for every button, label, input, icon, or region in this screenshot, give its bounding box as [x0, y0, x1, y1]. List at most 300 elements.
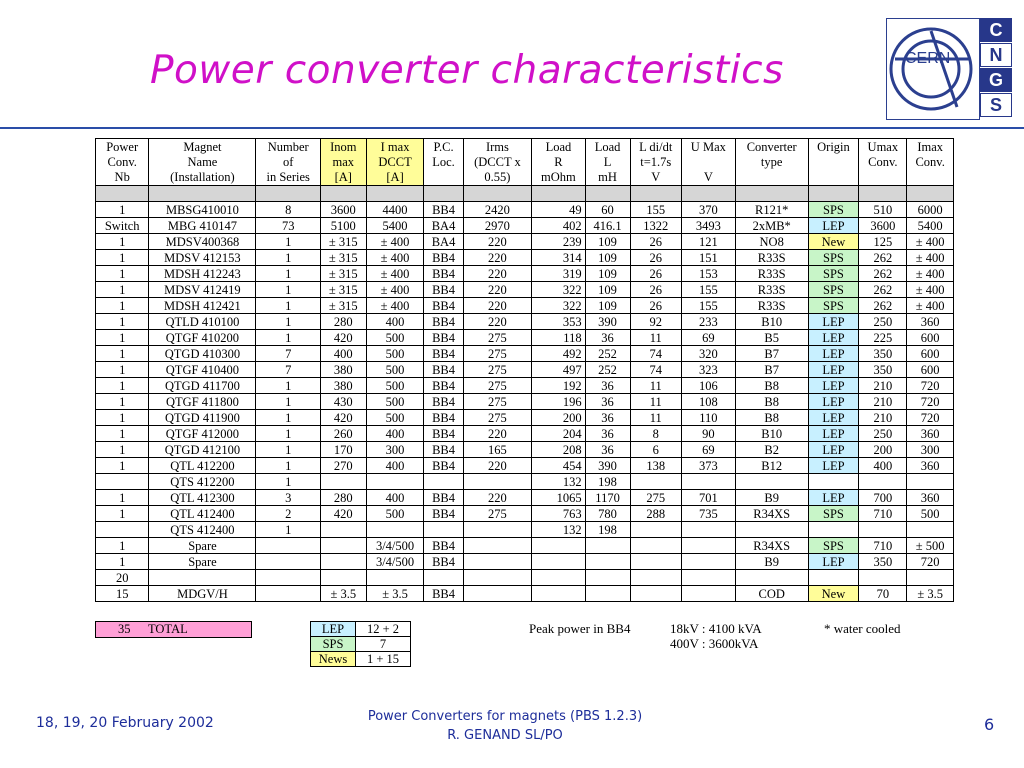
table-cell: 8 [256, 202, 320, 218]
table-cell: MBG 410147 [149, 218, 256, 234]
table-row [96, 506, 954, 522]
table-cell: 1 [96, 282, 149, 298]
table-row [96, 346, 954, 362]
table-cell: 275 [630, 490, 681, 506]
table-cell [859, 474, 907, 490]
table-cell [320, 570, 366, 586]
table-cell [256, 554, 320, 570]
header-line: Converter [746, 140, 797, 154]
table-cell: 262 [859, 266, 907, 282]
total-box [95, 621, 252, 638]
header-line: U Max [690, 140, 726, 154]
header-line: Loc. [432, 155, 455, 169]
table-cell: 360 [907, 490, 954, 506]
table-cell: 400 [366, 426, 424, 442]
table-cell: 262 [859, 250, 907, 266]
table-row [96, 586, 954, 602]
header-line [910, 170, 950, 185]
table-cell: 220 [463, 490, 532, 506]
separator-cell [532, 186, 585, 202]
table-cell: 314 [532, 250, 585, 266]
table-cell: R33S [735, 266, 808, 282]
header-line: V [703, 170, 713, 184]
table-cell: 11 [630, 410, 681, 426]
table-cell: LEP [808, 554, 859, 570]
table-cell: 492 [532, 346, 585, 362]
table-cell [859, 570, 907, 586]
table-cell: 26 [630, 250, 681, 266]
table-cell: 360 [907, 314, 954, 330]
table-row [96, 570, 954, 586]
table-cell: 3600 [320, 202, 366, 218]
table-cell [681, 522, 735, 538]
table-cell [681, 554, 735, 570]
table-cell: 250 [859, 314, 907, 330]
table-cell: 3600 [859, 218, 907, 234]
peak-power-label: Peak power in BB4 [529, 621, 631, 636]
table-cell: 510 [859, 202, 907, 218]
table-cell: R33S [735, 282, 808, 298]
table-cell: QTGF 410400 [149, 362, 256, 378]
table-cell: 288 [630, 506, 681, 522]
table-cell: ± 400 [366, 282, 424, 298]
table-cell: 1 [256, 378, 320, 394]
table-cell: 1 [96, 378, 149, 394]
table-cell: 125 [859, 234, 907, 250]
table-cell: BB4 [424, 250, 463, 266]
table-cell [366, 522, 424, 538]
table-cell: ± 400 [366, 234, 424, 250]
table-cell: B5 [735, 330, 808, 346]
table-cell: 780 [585, 506, 630, 522]
table-cell: 701 [681, 490, 735, 506]
table-cell: BB4 [424, 538, 463, 554]
table-cell: 322 [532, 298, 585, 314]
table-cell: 262 [859, 298, 907, 314]
table-cell: Spare [149, 554, 256, 570]
table-cell: 1 [256, 266, 320, 282]
table-cell: 390 [585, 458, 630, 474]
table-cell: 74 [630, 346, 681, 362]
table-cell: BB4 [424, 378, 463, 394]
peak-power-18kv: 18kV : 4100 kVA [670, 621, 762, 636]
table-cell [366, 474, 424, 490]
table-cell: 220 [463, 282, 532, 298]
table-row [96, 522, 954, 538]
header-line [812, 155, 856, 170]
header-line [685, 155, 732, 170]
table-cell: QTLD 410100 [149, 314, 256, 330]
table-cell: B7 [735, 346, 808, 362]
table-cell [463, 570, 532, 586]
table-cell: 1 [256, 298, 320, 314]
header-line: Imax [917, 140, 944, 154]
table-cell: 69 [681, 330, 735, 346]
table-cell: 700 [859, 490, 907, 506]
legend-row [311, 637, 411, 652]
table-cell: 90 [681, 426, 735, 442]
table-cell: MDSV 412419 [149, 282, 256, 298]
cngs-letters [980, 18, 1012, 118]
table-cell: 275 [463, 394, 532, 410]
table-row [96, 474, 954, 490]
table-cell [256, 586, 320, 602]
legend-key: LEP [311, 622, 356, 637]
table-cell [256, 538, 320, 554]
table-cell: ± 400 [907, 234, 954, 250]
table-cell: ± 315 [320, 266, 366, 282]
svg-text:CERN: CERN [905, 50, 951, 67]
table-cell: BB4 [424, 394, 463, 410]
header-line: DCCT [378, 155, 412, 169]
table-cell: 132 [532, 474, 585, 490]
table-cell: 1 [256, 394, 320, 410]
slide-title: Power converter characteristics [150, 48, 784, 93]
table-cell: R34XS [735, 506, 808, 522]
separator-cell [96, 186, 149, 202]
table-cell [320, 522, 366, 538]
table-cell: 20 [96, 570, 149, 586]
table-cell: 454 [532, 458, 585, 474]
column-header [96, 139, 149, 186]
table-cell [149, 570, 256, 586]
table-cell: LEP [808, 442, 859, 458]
table-cell: MDSV400368 [149, 234, 256, 250]
table-cell: 400 [320, 346, 366, 362]
table-cell: 210 [859, 410, 907, 426]
table-cell: 1 [96, 554, 149, 570]
table-cell: ± 3.5 [320, 586, 366, 602]
separator-cell [256, 186, 320, 202]
table-cell: 198 [585, 474, 630, 490]
table-cell [320, 554, 366, 570]
table-cell: BB4 [424, 346, 463, 362]
separator-cell [630, 186, 681, 202]
header-line: P.C. [433, 140, 454, 154]
table-cell: R34XS [735, 538, 808, 554]
logo-letter: C [980, 18, 1012, 42]
header-line: Power [106, 140, 139, 154]
column-header [630, 139, 681, 186]
table-cell: 36 [585, 426, 630, 442]
table-cell: BB4 [424, 458, 463, 474]
table-cell: 1065 [532, 490, 585, 506]
table-cell: R121* [735, 202, 808, 218]
table-cell: 155 [681, 282, 735, 298]
table-cell: 353 [532, 314, 585, 330]
table-cell: 600 [907, 346, 954, 362]
table-row [96, 378, 954, 394]
table-cell: 170 [320, 442, 366, 458]
table-cell: ± 315 [320, 250, 366, 266]
table-cell: 350 [859, 554, 907, 570]
table-cell: 710 [859, 506, 907, 522]
table-cell: 151 [681, 250, 735, 266]
table-cell: 1 [256, 330, 320, 346]
table-cell: 192 [532, 378, 585, 394]
header-line: mOhm [541, 170, 576, 184]
column-header [463, 139, 532, 186]
table-cell: 1 [256, 250, 320, 266]
table-cell: 1170 [585, 490, 630, 506]
table-cell: 2xMB* [735, 218, 808, 234]
table-cell: 73 [256, 218, 320, 234]
column-header [532, 139, 585, 186]
table-cell: 92 [630, 314, 681, 330]
table-cell: B8 [735, 378, 808, 394]
table-cell: 204 [532, 426, 585, 442]
table-cell: 3/4/500 [366, 538, 424, 554]
header-line: (Installation) [170, 170, 235, 184]
table-cell: LEP [808, 394, 859, 410]
table-cell: LEP [808, 378, 859, 394]
table-row [96, 234, 954, 250]
table-cell: 155 [630, 202, 681, 218]
table-cell: B10 [735, 314, 808, 330]
table-cell: 710 [859, 538, 907, 554]
table-cell [681, 474, 735, 490]
table-cell: 239 [532, 234, 585, 250]
table-cell: 270 [320, 458, 366, 474]
table-cell: 109 [585, 282, 630, 298]
table-cell: SPS [808, 202, 859, 218]
table-cell: 36 [585, 410, 630, 426]
table-cell: 500 [366, 378, 424, 394]
table-cell: 5100 [320, 218, 366, 234]
table-cell [424, 474, 463, 490]
table-cell: QTGD 410300 [149, 346, 256, 362]
table-row [96, 330, 954, 346]
header-line: Magnet [183, 140, 222, 154]
table-cell: 1 [96, 362, 149, 378]
table-cell: 60 [585, 202, 630, 218]
table-cell [463, 538, 532, 554]
header-line: t=1.7s [640, 155, 672, 169]
logo-letter: N [980, 43, 1012, 67]
table-cell [96, 522, 149, 538]
table-cell: 15 [96, 586, 149, 602]
table-cell [735, 474, 808, 490]
table-cell: 500 [366, 506, 424, 522]
table-cell: Switch [96, 218, 149, 234]
table-cell: ± 315 [320, 298, 366, 314]
table-cell: 400 [366, 490, 424, 506]
table-cell: MBSG410010 [149, 202, 256, 218]
table-cell: 1 [256, 426, 320, 442]
table-cell: 323 [681, 362, 735, 378]
table-cell [585, 554, 630, 570]
table-cell: MDSV 412153 [149, 250, 256, 266]
table-cell: 275 [463, 346, 532, 362]
table-cell [630, 570, 681, 586]
table-cell: ± 400 [907, 250, 954, 266]
header-line: mH [598, 170, 617, 184]
table-cell: 1 [96, 330, 149, 346]
table-cell: LEP [808, 426, 859, 442]
table-cell: 5400 [366, 218, 424, 234]
table-cell: 7 [256, 362, 320, 378]
table-cell: 36 [585, 394, 630, 410]
table-cell: 109 [585, 234, 630, 250]
table-cell [630, 474, 681, 490]
table-row [96, 282, 954, 298]
table-cell: BB4 [424, 442, 463, 458]
legend-key: News [311, 652, 356, 667]
table-cell: 260 [320, 426, 366, 442]
table-cell: 275 [463, 410, 532, 426]
table-row [96, 426, 954, 442]
table-cell: ± 400 [907, 266, 954, 282]
table-cell: 262 [859, 282, 907, 298]
table-cell: LEP [808, 330, 859, 346]
table-cell: 1 [96, 410, 149, 426]
table-cell: New [808, 586, 859, 602]
table-cell: 300 [366, 442, 424, 458]
table-cell: 118 [532, 330, 585, 346]
table-cell: 220 [463, 314, 532, 330]
table-cell: SPS [808, 250, 859, 266]
table-cell: B9 [735, 554, 808, 570]
table-cell: 322 [532, 282, 585, 298]
table-row [96, 490, 954, 506]
table-cell: 252 [585, 346, 630, 362]
table-row [96, 202, 954, 218]
legend-value: 12 + 2 [356, 622, 411, 637]
table-cell: 500 [366, 394, 424, 410]
table-row [96, 538, 954, 554]
table-cell: 153 [681, 266, 735, 282]
table-cell: 26 [630, 298, 681, 314]
table-row [96, 218, 954, 234]
table-cell: 370 [681, 202, 735, 218]
table-cell: 165 [463, 442, 532, 458]
table-cell [585, 538, 630, 554]
column-header [681, 139, 735, 186]
header-line: Conv. [868, 155, 898, 169]
table-cell: ± 400 [907, 282, 954, 298]
cern-logo-icon [886, 18, 980, 120]
table-cell: 250 [859, 426, 907, 442]
table-row [96, 250, 954, 266]
table-cell: QTGF 411800 [149, 394, 256, 410]
table-cell: LEP [808, 362, 859, 378]
column-header [808, 139, 859, 186]
table-cell: 373 [681, 458, 735, 474]
table-cell: BB4 [424, 266, 463, 282]
title-divider [0, 127, 1024, 129]
table-cell: B2 [735, 442, 808, 458]
table-cell: QTL 412400 [149, 506, 256, 522]
table-row [96, 554, 954, 570]
page-number: 6 [984, 715, 995, 734]
table-cell: B8 [735, 394, 808, 410]
table-cell: ± 500 [907, 538, 954, 554]
table-cell: BB4 [424, 298, 463, 314]
table-cell: QTGF 412000 [149, 426, 256, 442]
header-line: Conv. [915, 155, 945, 169]
header-line: Umax [867, 140, 899, 154]
separator-cell [808, 186, 859, 202]
table-cell: 70 [859, 586, 907, 602]
table-cell: 198 [585, 522, 630, 538]
table-cell: 1 [256, 410, 320, 426]
table-cell: 416.1 [585, 218, 630, 234]
table-cell [424, 522, 463, 538]
table-cell: 380 [320, 378, 366, 394]
table-cell: 1 [96, 234, 149, 250]
header-line: L di/dt [639, 140, 673, 154]
water-cooled-note: * water cooled [824, 621, 901, 636]
separator-cell [366, 186, 424, 202]
table-cell: BB4 [424, 554, 463, 570]
header-line: I max [380, 140, 410, 154]
table-cell: COD [735, 586, 808, 602]
table-cell: 210 [859, 394, 907, 410]
header-line: Inom [330, 140, 357, 154]
table-cell: ± 315 [320, 234, 366, 250]
table-cell: 233 [681, 314, 735, 330]
table-cell: 1 [96, 202, 149, 218]
origin-legend [310, 621, 411, 667]
legend-row [311, 652, 411, 667]
table-cell: B8 [735, 410, 808, 426]
separator-cell [859, 186, 907, 202]
table-cell: 350 [859, 362, 907, 378]
table-cell: 220 [463, 250, 532, 266]
header-line [427, 170, 459, 185]
table-cell: 400 [366, 314, 424, 330]
peak-power-400v: 400V : 3600kVA [670, 636, 759, 651]
table-cell: 109 [585, 298, 630, 314]
footer-author: R. GENAND SL/PO [447, 728, 563, 743]
table-cell: 36 [585, 378, 630, 394]
table-cell: 400 [366, 458, 424, 474]
table-cell: B12 [735, 458, 808, 474]
table-cell: LEP [808, 346, 859, 362]
table-cell: 252 [585, 362, 630, 378]
table-cell [256, 570, 320, 586]
table-cell: MDSH 412243 [149, 266, 256, 282]
table-cell: QTGD 411700 [149, 378, 256, 394]
table-cell: 390 [585, 314, 630, 330]
table-cell: QTGF 410200 [149, 330, 256, 346]
table-cell: 3 [256, 490, 320, 506]
table-cell: 275 [463, 378, 532, 394]
header-line: Number [267, 140, 309, 154]
characteristics-table [95, 138, 954, 602]
header-line: Load [594, 140, 621, 154]
table-cell: QTS 412400 [149, 522, 256, 538]
table-cell: 1 [96, 314, 149, 330]
table-cell: 49 [532, 202, 585, 218]
table-cell: 109 [585, 250, 630, 266]
table-cell [424, 570, 463, 586]
table-cell [532, 538, 585, 554]
table-cell: 1 [256, 234, 320, 250]
table-row [96, 442, 954, 458]
table-cell: 1 [96, 442, 149, 458]
table-cell: 720 [907, 378, 954, 394]
table-cell: 220 [463, 234, 532, 250]
header-line: Irms [485, 140, 509, 154]
table-cell: BB4 [424, 410, 463, 426]
table-cell: 6 [630, 442, 681, 458]
table-cell: QTL 412200 [149, 458, 256, 474]
header-line: of [283, 155, 294, 169]
table-cell: 1 [256, 522, 320, 538]
table-cell: LEP [808, 410, 859, 426]
table-cell [808, 474, 859, 490]
